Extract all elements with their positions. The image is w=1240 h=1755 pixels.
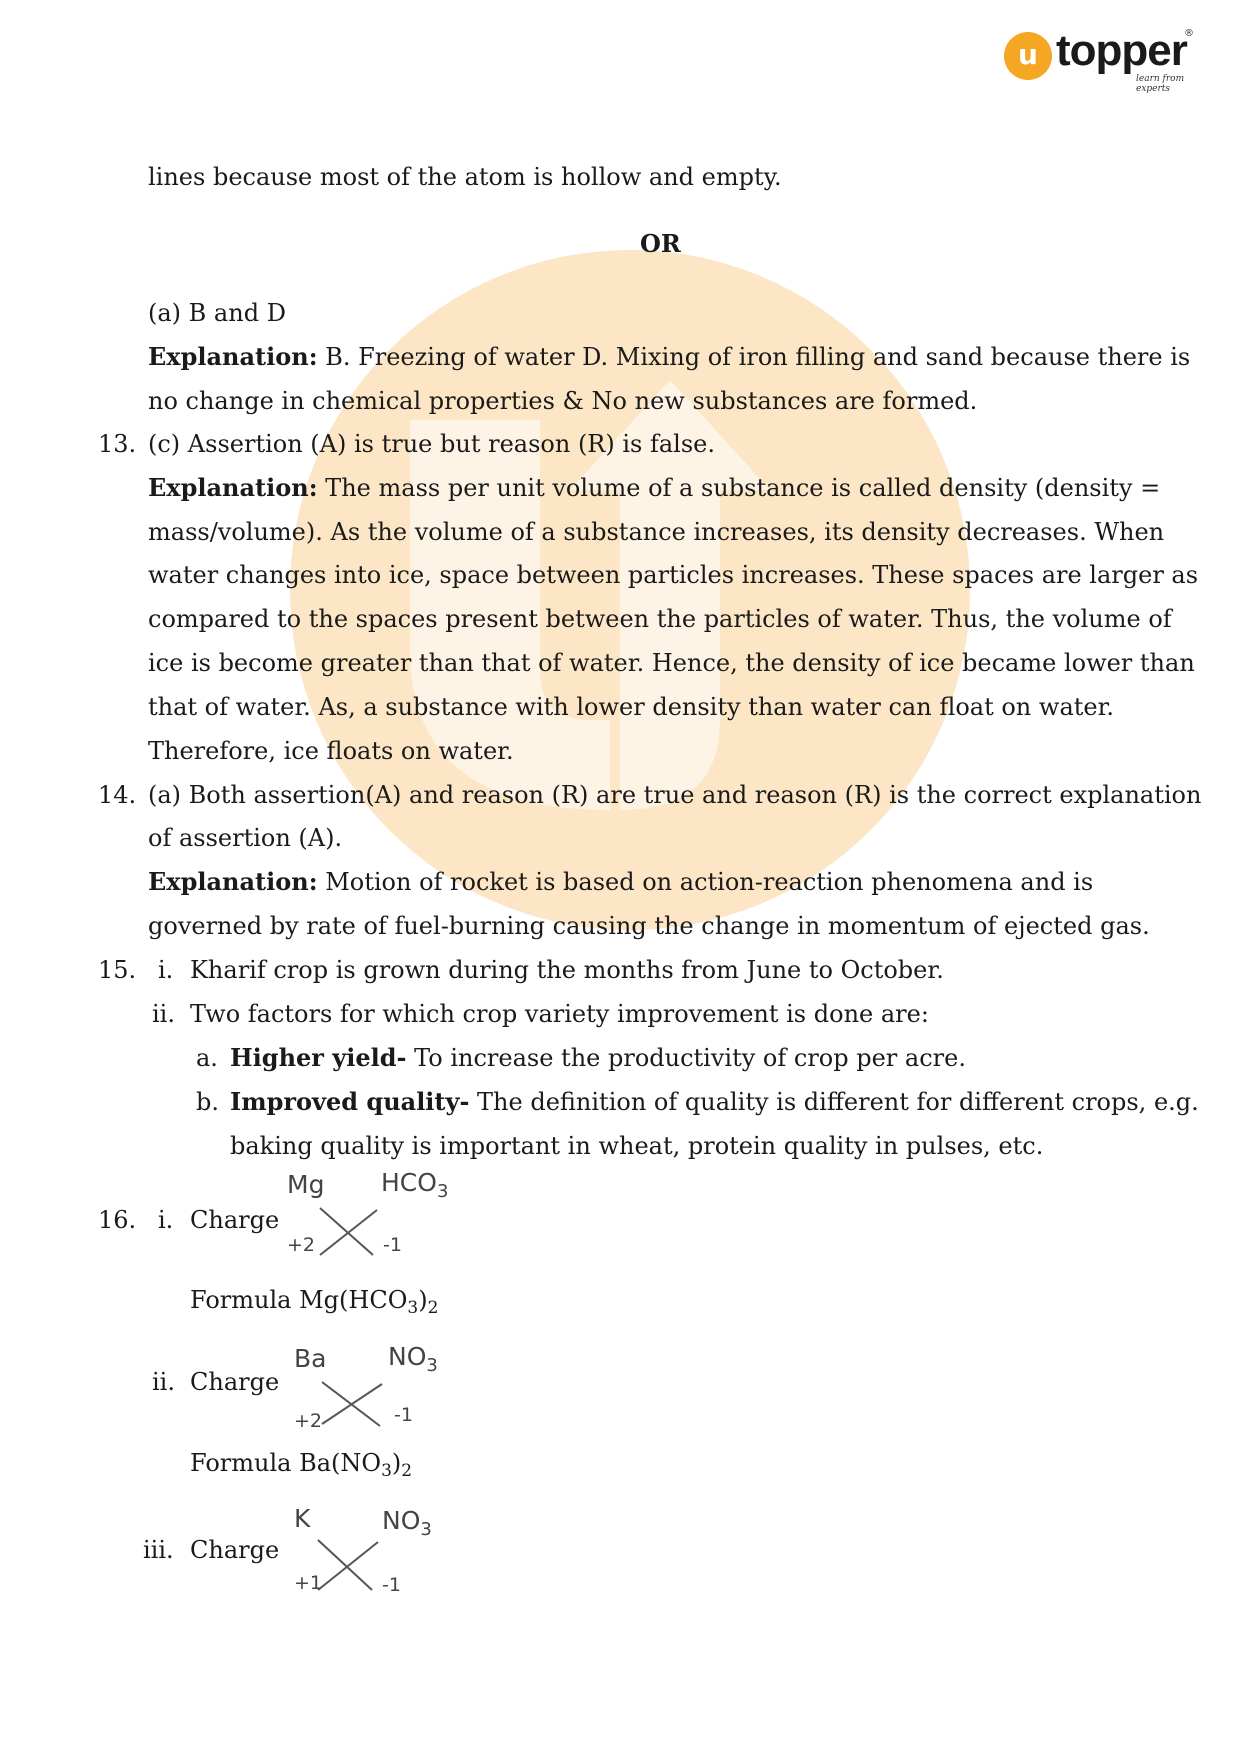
explanation-text: B. Freezing of water D. Mixing of iron filling and sand because there is <box>317 343 1191 371</box>
criss-cross-diagram <box>285 1170 455 1270</box>
anion-text: NO <box>382 1506 421 1535</box>
text-line: no change in chemical properties & No new substances are formed. <box>148 387 978 415</box>
logo-tagline: learn from experts <box>1136 74 1185 94</box>
anion-subscript: 3 <box>436 1181 449 1202</box>
formula-part: Mg(HCO <box>299 1286 408 1314</box>
or-separator: OR <box>640 229 681 258</box>
alpha-marker: b. <box>196 1088 219 1116</box>
charge-label: Charge <box>190 1206 280 1234</box>
question-number: 15. <box>98 956 137 984</box>
alpha-marker: a. <box>196 1044 218 1072</box>
anion-charge: -1 <box>382 1574 401 1596</box>
list-item <box>230 1043 966 1073</box>
charge-label: Charge <box>190 1368 280 1396</box>
text-line: mass/volume). As the volume of a substance increases, its density decreases. When <box>148 518 1165 546</box>
item-label: Higher yield- <box>230 1043 407 1072</box>
criss-cross-diagram <box>290 1342 460 1442</box>
explanation-text: The mass per unit volume of a substance is called density (density = <box>317 474 1161 502</box>
formula-part: ) <box>391 1449 402 1477</box>
formula-subscript: 3 <box>407 1298 419 1318</box>
explanation-label: Explanation: <box>148 342 318 371</box>
criss-cross-diagram <box>290 1502 460 1602</box>
anion-text: HCO <box>381 1168 437 1197</box>
formula-label: Formula <box>190 1449 300 1477</box>
anion-charge: -1 <box>394 1404 413 1426</box>
text-line: that of water. As, a substance with lower density than water can float on water. <box>148 693 1115 721</box>
explanation-label: Explanation: <box>148 473 318 502</box>
text-line: governed by rate of fuel-burning causing the change in momentum of ejected gas. <box>148 912 1150 940</box>
roman-numeral: iii. <box>143 1536 174 1564</box>
text-line: Therefore, ice floats on water. <box>148 737 514 765</box>
cation-symbol: Mg <box>287 1170 325 1199</box>
formula-subscript: 2 <box>401 1461 413 1481</box>
cation-symbol: K <box>294 1504 311 1533</box>
brand-logo <box>1004 26 1204 94</box>
anion-text: NO <box>388 1342 427 1371</box>
explanation-label: Explanation: <box>148 867 318 896</box>
charge-label: Charge <box>190 1536 280 1564</box>
registered-mark: ® <box>1184 28 1194 39</box>
text-line: ice is become greater than that of water. Hence, the density of ice became lower than <box>148 649 1195 677</box>
formula-line <box>190 1448 412 1486</box>
text-line: compared to the spaces present between the particles of water. Thus, the volume of <box>148 605 1172 633</box>
answer-line: (c) Assertion (A) is true but reason (R) is false. <box>148 430 715 458</box>
question-number: 14. <box>98 781 137 809</box>
item-text: The definition of quality is different for different crops, e.g. <box>469 1088 1199 1116</box>
answer-line: Kharif crop is grown during the months from June to October. <box>190 956 944 984</box>
formula-subscript: 2 <box>427 1298 439 1318</box>
answer-line: (a) Both assertion(A) and reason (R) are true and reason (R) is the correct explanation <box>148 781 1202 809</box>
text-line: of assertion (A). <box>148 824 343 852</box>
question-number: 13. <box>98 430 137 458</box>
formula-line <box>190 1285 438 1323</box>
explanation-text: Motion of rocket is based on action-reaction phenomena and is <box>317 868 1094 896</box>
anion-subscript: 3 <box>420 1519 432 1540</box>
formula-subscript: 3 <box>381 1461 392 1481</box>
cation-charge: +2 <box>287 1234 316 1256</box>
cation-symbol: Ba <box>294 1344 327 1373</box>
explanation-line <box>148 867 1093 897</box>
formula-label: Formula <box>190 1286 300 1314</box>
cation-charge: +2 <box>294 1410 323 1432</box>
anion-symbol <box>382 1506 432 1540</box>
roman-numeral: i. <box>158 1206 174 1234</box>
formula-part: Ba(NO <box>299 1449 382 1477</box>
item-text: To increase the productivity of crop per acre. <box>406 1044 966 1072</box>
list-item <box>230 1087 1199 1117</box>
logo-wordmark: topper <box>1056 26 1187 75</box>
anion-symbol <box>381 1168 448 1202</box>
cation-charge: +1 <box>294 1572 323 1594</box>
roman-numeral: ii. <box>152 1368 175 1396</box>
item-label: Improved quality- <box>230 1087 470 1116</box>
answer-line: Two factors for which crop variety improvement is done are: <box>190 1000 929 1028</box>
anion-symbol <box>388 1342 438 1376</box>
text-line: water changes into ice, space between particles increases. These spaces are larger as <box>148 561 1199 589</box>
anion-subscript: 3 <box>426 1355 438 1376</box>
anion-charge: -1 <box>383 1234 402 1256</box>
explanation-line <box>148 342 1190 372</box>
question-number: 16. <box>98 1206 137 1234</box>
roman-numeral: ii. <box>152 1000 175 1028</box>
text-line: baking quality is important in wheat, protein quality in pulses, etc. <box>230 1132 1044 1160</box>
formula-part: ) <box>418 1286 428 1314</box>
roman-numeral: i. <box>158 956 174 984</box>
logo-u-icon: u <box>1004 32 1052 80</box>
answer-line: (a) B and D <box>148 299 286 327</box>
text-line: lines because most of the atom is hollow and empty. <box>148 163 782 191</box>
explanation-line <box>148 473 1160 503</box>
